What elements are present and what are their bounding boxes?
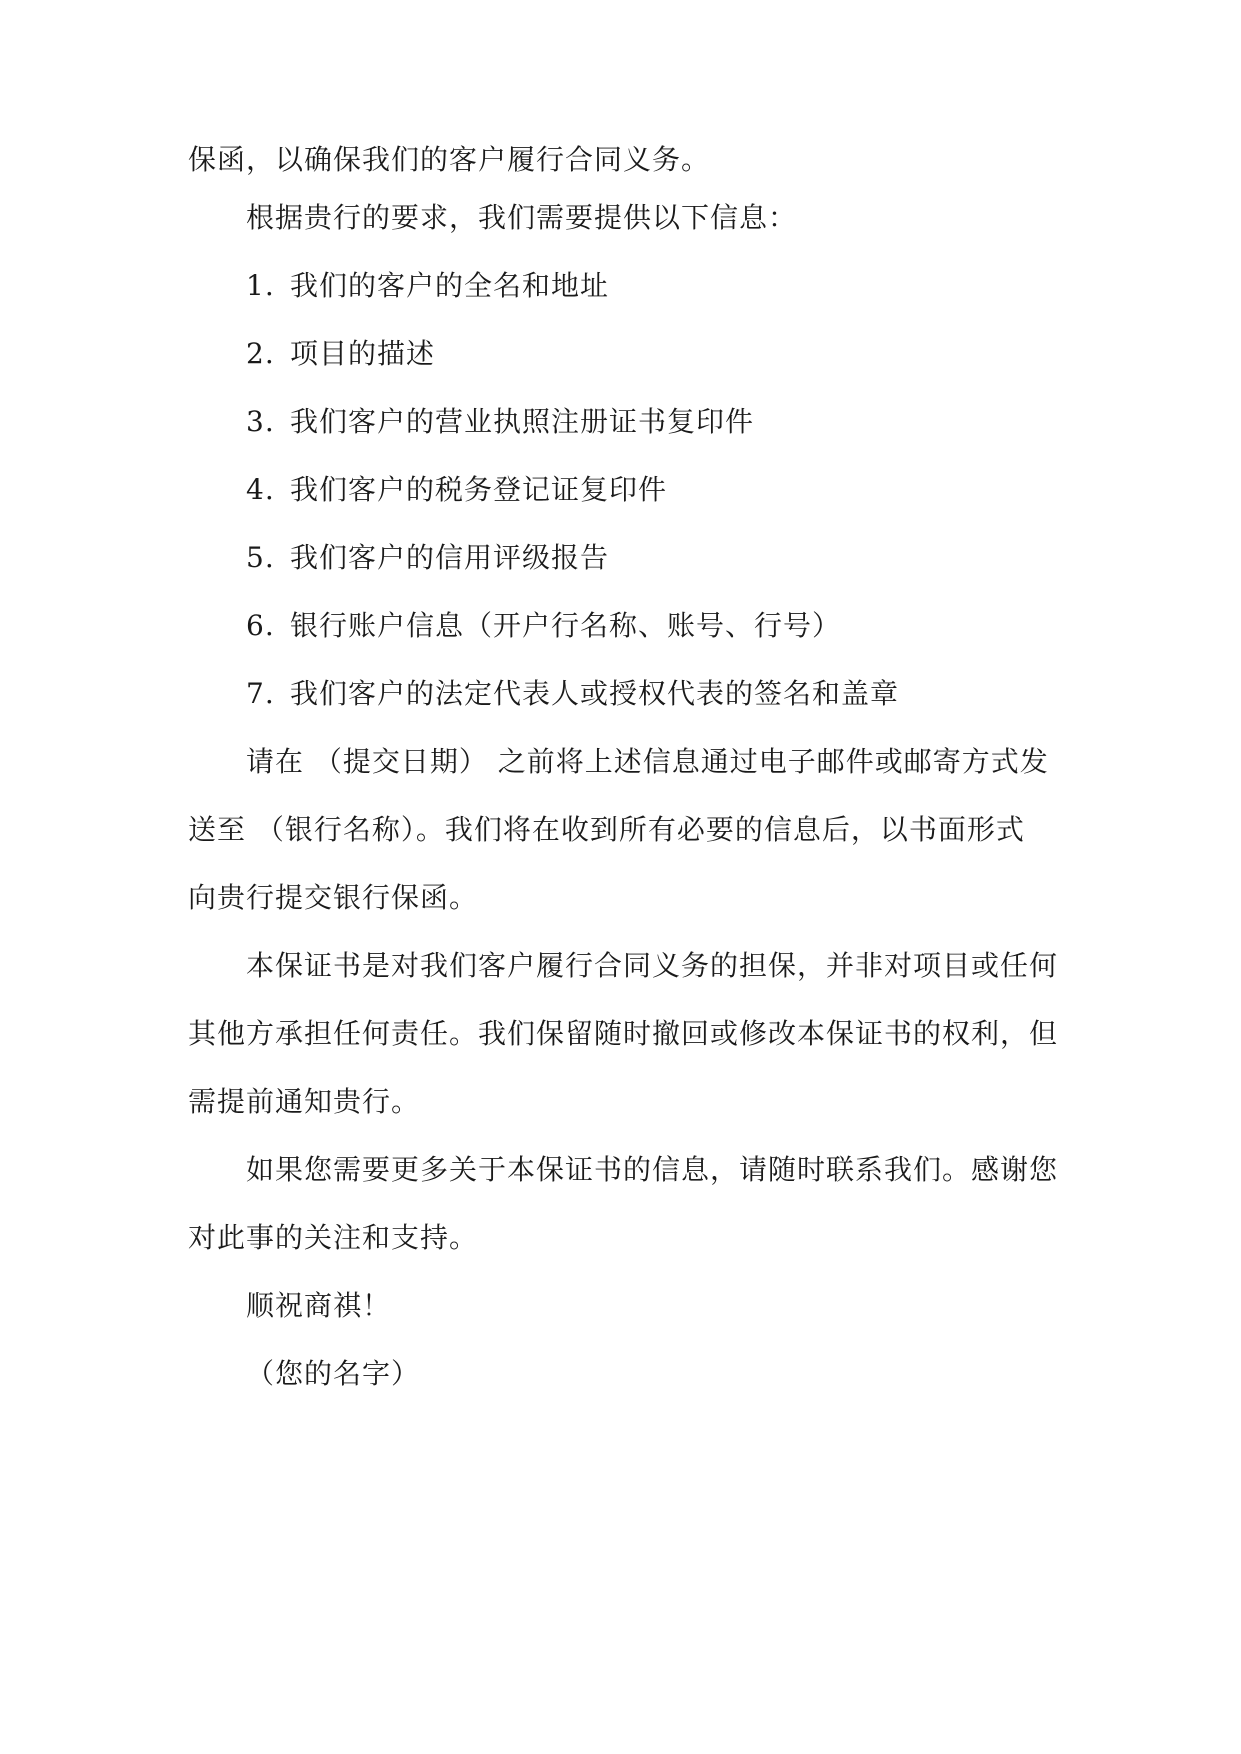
list-item (246, 538, 1126, 578)
list-number: 7. (246, 677, 275, 710)
list-text: 项目的描述 (290, 337, 436, 370)
list-number: 5. (246, 541, 275, 574)
paragraph-line: 本保证书是对我们客户履行合同义务的担保，并非对项目或任何 (246, 949, 1059, 982)
list-text: 我们客户的信用评级报告 (290, 541, 610, 574)
list-item (246, 470, 1126, 510)
list-number: 2. (246, 337, 275, 370)
paragraph-line: 请在 （提交日期） 之前将上述信息通过电子邮件或邮寄方式发 (246, 745, 1049, 778)
list-number: 6. (246, 609, 275, 642)
paragraph-line: 对此事的关注和支持。 (188, 1221, 479, 1254)
signature-placeholder: （您的名字） (246, 1357, 421, 1390)
paragraph-line: 根据贵行的要求，我们需要提供以下信息： (246, 201, 798, 234)
paragraph-line: 向贵行提交银行保函。 (188, 881, 479, 914)
paragraph-line: 保函，以确保我们的客户履行合同义务。 (188, 143, 711, 176)
list-number: 4. (246, 473, 275, 506)
list-item (246, 606, 1126, 646)
list-text: 我们客户的法定代表人或授权代表的签名和盖章 (290, 677, 900, 710)
paragraph-line: 送至 （银行名称）。我们将在收到所有必要的信息后，以书面形式 (188, 813, 1025, 846)
list-item (246, 402, 1126, 442)
paragraph-line: 如果您需要更多关于本保证书的信息，请随时联系我们。感谢您 (246, 1153, 1059, 1186)
list-item (246, 266, 1126, 306)
paragraph-line: 其他方承担任何责任。我们保留随时撤回或修改本保证书的权利，但 (188, 1017, 1059, 1050)
list-number: 1. (246, 269, 275, 302)
list-text: 我们客户的税务登记证复印件 (290, 473, 668, 506)
list-text: 我们的客户的全名和地址 (290, 269, 610, 302)
paragraph-line: 需提前通知贵行。 (188, 1085, 421, 1118)
list-item (246, 334, 1126, 374)
list-number: 3. (246, 405, 275, 438)
list-text: 我们客户的营业执照注册证书复印件 (290, 405, 755, 438)
list-item (246, 674, 1126, 714)
closing-line: 顺祝商祺！ (246, 1289, 392, 1322)
list-text: 银行账户信息（开户行名称、账号、行号） (290, 609, 842, 642)
